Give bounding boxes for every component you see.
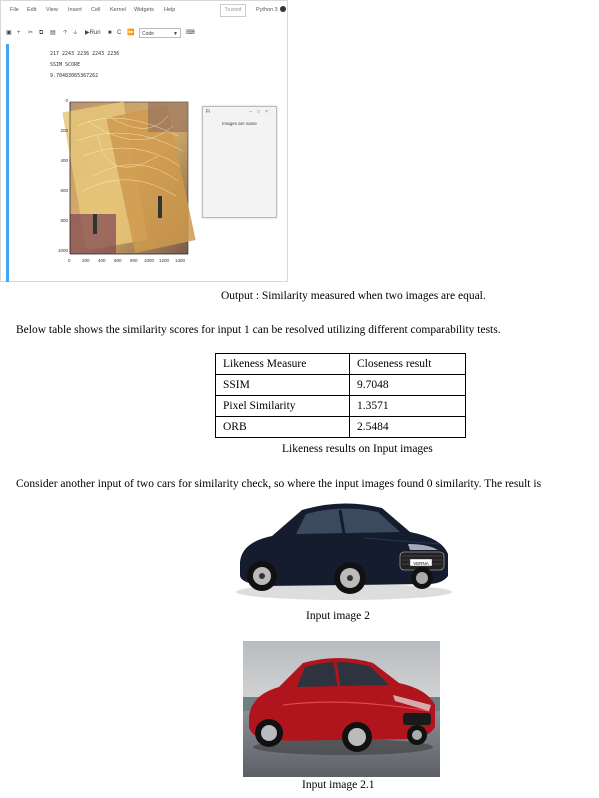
paragraph-1: Below table shows the similarity scores for input 1 can be resolved utilizing different comparability tests. — [16, 324, 501, 336]
window-controls — [249, 109, 273, 115]
table-row — [216, 417, 466, 438]
save-icon[interactable]: ▣ — [6, 30, 12, 36]
jupyter-toolbar — [0, 24, 288, 42]
kernel-status-icon — [280, 6, 286, 12]
kernel-name: Python 3 — [256, 7, 278, 13]
table-caption: Likeness results on Input images — [282, 443, 433, 455]
popup-title: Fi — [206, 109, 211, 115]
table-cell: SSIM — [216, 375, 350, 396]
table-cell: 1.3571 — [350, 396, 466, 417]
jupyter-menubar — [0, 0, 288, 22]
run-button[interactable]: ▶Run — [85, 30, 101, 36]
output-line-1: 217 2243 2236 2243 2236 — [50, 51, 120, 57]
maximize-icon[interactable]: □ — [257, 109, 266, 115]
plot-image — [48, 96, 198, 272]
cut-icon[interactable]: ✂ — [28, 30, 34, 36]
message-popup[interactable] — [202, 106, 277, 218]
image-plot — [48, 96, 198, 272]
y-tick-label: 200 — [60, 128, 68, 133]
menu-edit[interactable]: Edit — [27, 7, 37, 13]
menu-cell[interactable]: Cell — [91, 7, 101, 13]
table-header-cell: Closeness result — [350, 354, 466, 375]
run-label: Run — [89, 30, 101, 36]
likeness-table — [215, 353, 466, 438]
minimize-icon[interactable]: – — [249, 109, 258, 115]
menu-kernel[interactable]: Kernel — [110, 7, 126, 13]
menu-view[interactable]: View — [46, 7, 58, 13]
chevron-down-icon: ▼ — [173, 31, 178, 37]
x-tick-label: 1400 — [175, 258, 186, 263]
move-up-icon[interactable]: 🡡 — [63, 30, 68, 36]
menu-insert[interactable]: Insert — [68, 7, 82, 13]
x-tick-label: 1000 — [144, 258, 155, 263]
move-down-icon[interactable]: 🡣 — [73, 30, 78, 36]
menu-file[interactable]: File — [10, 7, 19, 13]
jupyter-screenshot — [0, 0, 288, 282]
y-tick-label: 600 — [60, 188, 68, 193]
table-cell: 9.7048 — [350, 375, 466, 396]
car-image-2 — [243, 641, 440, 777]
x-tick-label: 0 — [68, 258, 71, 263]
trusted-indicator[interactable]: Trusted — [220, 4, 246, 17]
cell-type-value: Code — [142, 31, 154, 37]
cell-type-select[interactable] — [139, 28, 181, 38]
x-tick-label: 800 — [130, 258, 138, 263]
table-header-cell: Likeness Measure — [216, 354, 350, 375]
table-row — [216, 375, 466, 396]
figure-caption-output: Output : Similarity measured when two images are equal. — [221, 290, 486, 302]
y-tick-label: 800 — [60, 218, 68, 223]
license-plate: VERNA — [413, 561, 429, 566]
restart-icon[interactable]: C — [117, 30, 122, 36]
figure-caption-car-1: Input image 2 — [306, 610, 370, 622]
y-tick-label: 400 — [60, 158, 68, 163]
copy-icon[interactable]: ⧉ — [39, 30, 44, 36]
table-cell: Pixel Similarity — [216, 396, 350, 417]
output-line-2: SSIM SCORE — [50, 62, 81, 68]
fast-forward-icon[interactable]: ⏩ — [127, 30, 135, 36]
y-tick-label: 1000 — [57, 248, 68, 253]
keyboard-icon[interactable]: ⌨ — [186, 30, 195, 36]
stop-icon[interactable]: ■ — [108, 30, 112, 36]
x-tick-label: 1200 — [159, 258, 170, 263]
figure-caption-car-2: Input image 2.1 — [302, 779, 375, 791]
menu-widgets[interactable]: Widgets — [134, 7, 154, 13]
table-cell: ORB — [216, 417, 350, 438]
x-tick-label: 200 — [82, 258, 90, 263]
x-tick-label: 600 — [114, 258, 122, 263]
output-line-3: 9.70483065367262 — [50, 73, 99, 79]
cell-selection-bar — [6, 44, 9, 282]
output-cell[interactable] — [6, 44, 286, 282]
paste-icon[interactable]: ▤ — [50, 30, 56, 36]
table-header-row — [216, 354, 466, 375]
insert-cell-icon[interactable]: + — [17, 30, 21, 36]
y-tick-label: 0 — [65, 98, 68, 103]
close-icon[interactable]: × — [265, 109, 273, 115]
menu-help[interactable]: Help — [164, 7, 176, 13]
paragraph-2: Consider another input of two cars for similarity check, so where the input images found 0 similarity. The result is — [16, 478, 542, 490]
x-tick-label: 400 — [98, 258, 106, 263]
car-image-1 — [232, 492, 454, 604]
table-row — [216, 396, 466, 417]
table-cell: 2.5484 — [350, 417, 466, 438]
popup-message: Images are same — [222, 121, 257, 126]
